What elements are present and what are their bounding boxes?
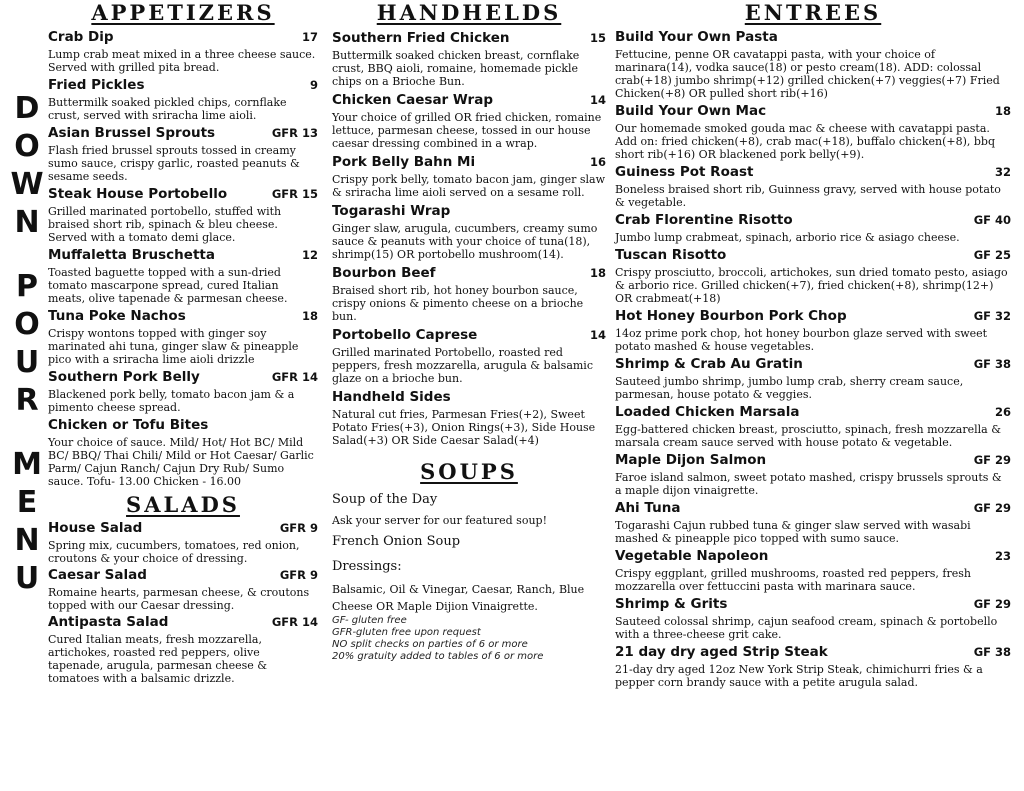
menu-item-description: Blackened pork belly, tomato bacon jam & a pimento cheese spread. [48, 388, 295, 414]
appetizers-heading: APPETIZERS [91, 0, 275, 25]
menu-item-description: Our homemade smoked gouda mac & cheese with cavatappi pasta. Add on: fried chicken(+8), crab mac(+18), buffalo chicken(+8), bbq short rib(+16) OR blackened pork belly(+9). [615, 122, 995, 161]
menu-item-description: Crispy prosciutto, broccoli, artichokes, sun dried tomato pesto, asiago & arborio rice. Grilled chicken(+7), fried chicken(+8), shrimp(12+) OR crabmeat(+18) [615, 266, 1008, 305]
menu-item-name: Tuscan Risotto [615, 247, 727, 263]
side-title-letter: U [14, 345, 40, 380]
menu-item-price: 26 [994, 405, 1011, 419]
salads-heading: SALADS [126, 492, 240, 517]
menu-item-name: 21 day dry aged Strip Steak [615, 644, 828, 660]
entrees-heading: ENTREES [744, 0, 882, 25]
menu-item-name: Shrimp & Grits [615, 596, 728, 612]
entrees-list [615, 29, 1011, 689]
salads-list [48, 520, 318, 685]
menu-item-description: 21-day dry aged 12oz New York Strip Steak, chimichurri fries & a pepper corn brandy sauce with a petite arugula salad. [615, 663, 983, 689]
menu-item-name: Loaded Chicken Marsala [615, 404, 800, 420]
menu-item [615, 29, 1011, 100]
menu-item-description: Egg-battered chicken breast, prosciutto, spinach, fresh mozzarella & marsala cream sauce served with house potato & vegetable. [615, 423, 1001, 449]
side-title-letter: N [14, 205, 40, 240]
french-onion-soup: French Onion Soup [332, 534, 461, 549]
menu-item [332, 265, 606, 323]
menu-item-price: GF 29 [973, 501, 1011, 515]
menu-item [615, 452, 1011, 497]
menu-item-name: Muffaletta Bruschetta [48, 247, 215, 263]
menu-item [48, 614, 318, 685]
menu-item [615, 548, 1011, 593]
menu-item-price: GF 29 [973, 597, 1011, 611]
menu-item-description: Sauteed colossal shrimp, cajun seafood cream, spinach & portobello with a three-cheese grit cake. [615, 615, 998, 641]
menu-item-name: Shrimp & Crab Au Gratin [615, 356, 803, 372]
menu-item-name: Southern Fried Chicken [332, 30, 510, 46]
menu-item-price: GFR 15 [271, 187, 318, 201]
menu-item-price: GF 32 [973, 309, 1011, 323]
menu-item-price: 18 [994, 104, 1011, 118]
menu-item-name: Handheld Sides [332, 389, 451, 405]
menu-item [615, 164, 1011, 209]
menu-item-name: Southern Pork Belly [48, 369, 200, 385]
menu-item [48, 29, 318, 74]
menu-item-price: 17 [301, 30, 318, 44]
menu-item [615, 212, 1011, 244]
menu-item-price: 9 [309, 78, 318, 92]
menu-item-name: Caesar Salad [48, 567, 147, 583]
menu-item-name: Tuna Poke Nachos [48, 308, 186, 324]
menu-item-name: Bourbon Beef [332, 265, 436, 281]
menu-item-description: Fettucine, penne OR cavatappi pasta, with your choice of marinara(14), vodka sauce(18) or pesto cream(18). ADD: colossal crab(+18) jumbo shrimp(+12) grilled chicken(+7) veggies(+7) Fried Chicken(+8) OR pulled short rib(+16) [615, 48, 1000, 100]
menu-item-description: Buttermilk soaked chicken breast, cornflake crust, BBQ aioli, romaine, homemade pickle chips on a Brioche Bun. [332, 49, 580, 88]
menu-item-price: GF 38 [973, 357, 1011, 371]
menu-item-price: GF 40 [973, 213, 1011, 227]
side-title-gap [10, 420, 44, 446]
appetizers-column [48, 0, 318, 685]
menu-item-description: Buttermilk soaked pickled chips, cornflake crust, served with sriracha lime aioli. [48, 96, 287, 122]
menu-item-name: Togarashi Wrap [332, 203, 451, 219]
menu-item-name: Build Your Own Pasta [615, 29, 778, 45]
menu-item-name: Ahi Tuna [615, 500, 681, 516]
menu-item-price: 14 [589, 328, 606, 342]
menu-item-description: Ginger slaw, arugula, cucumbers, creamy sumo sauce & peanuts with your choice of tuna(18), shrimp(15) OR portobello mushroom(14). [332, 222, 598, 261]
menu-item-name: Portobello Caprese [332, 327, 478, 343]
menu-item-description: Your choice of sauce. Mild/ Hot/ Hot BC/ Mild BC/ BBQ/ Thai Chili/ Mild or Hot Caesar/ Garlic Parm/ Cajun Ranch/ Cajun Dry Rub/ Sumo sauce. Tofu- 13.00 Chicken - 16.00 [48, 436, 314, 488]
menu-item-price: 16 [589, 155, 606, 169]
side-title-letter: O [14, 129, 40, 164]
notes-list [332, 615, 606, 663]
side-title-letter: O [14, 307, 40, 342]
menu-item-price: 32 [994, 165, 1011, 179]
menu-item-name: Chicken Caesar Wrap [332, 92, 493, 108]
soups-section [332, 491, 606, 663]
menu-item [615, 356, 1011, 401]
menu-item-name: House Salad [48, 520, 143, 536]
menu-item-price: GF 38 [973, 645, 1011, 659]
menu-item [48, 308, 318, 366]
side-title [10, 90, 44, 598]
handhelds-column [332, 0, 606, 663]
entrees-column [615, 0, 1011, 689]
menu-item [615, 404, 1011, 449]
handhelds-heading: HANDHELDS [376, 0, 562, 25]
menu-item-price: GFR 14 [271, 370, 318, 384]
menu-item [48, 186, 318, 244]
menu-item-name: Crab Florentine Risotto [615, 212, 793, 228]
menu-item-price: 14 [589, 93, 606, 107]
side-title-letter: W [10, 167, 44, 202]
menu-item-description: Jumbo lump crabmeat, spinach, arborio rice & asiago cheese. [615, 231, 960, 244]
menu-item [48, 567, 318, 612]
menu-item [48, 520, 318, 565]
menu-item [615, 103, 1011, 161]
menu-item-description: Romaine hearts, parmesan cheese, & croutons topped with our Caesar dressing. [48, 586, 310, 612]
menu-item-name: Guiness Pot Roast [615, 164, 754, 180]
menu-item-price: 12 [301, 248, 318, 262]
policy-note: 20% gratuity added to tables of 6 or more [332, 651, 544, 662]
side-title-letter: U [14, 561, 40, 596]
menu-item-price: GFR 9 [279, 521, 318, 535]
menu-item [48, 247, 318, 305]
side-title-letter: D [14, 91, 40, 126]
handhelds-list [332, 30, 606, 447]
menu-item-description: 14oz prime pork chop, hot honey bourbon glaze served with sweet potato mashed & house vegetables. [615, 327, 988, 353]
menu-item-price: GFR 14 [271, 615, 318, 629]
menu-item-name: Maple Dijon Salmon [615, 452, 767, 468]
soup-of-the-day: Soup of the Day [332, 492, 438, 507]
menu-item [615, 596, 1011, 641]
appetizers-list [48, 29, 318, 488]
menu-item [332, 327, 606, 385]
menu-item-name: Build Your Own Mac [615, 103, 767, 119]
menu-item [615, 308, 1011, 353]
menu-item-description: Natural cut fries, Parmesan Fries(+2), Sweet Potato Fries(+3), Onion Rings(+3), Side House Salad(+3) OR Side Caesar Salad(+4) [332, 408, 596, 447]
policy-note: GFR-gluten free upon request [332, 627, 481, 638]
menu-item-description: Your choice of grilled OR fried chicken, romaine lettuce, parmesan cheese, tossed in our house caesar dressing combined in a wrap. [332, 111, 602, 150]
menu-item-name: Crab Dip [48, 29, 114, 45]
menu-item [48, 77, 318, 122]
menu-item [332, 30, 606, 88]
menu-item-description: Toasted baguette topped with a sun-dried tomato mascarpone spread, cured Italian meats, olive tapenade & parmesan cheese. [48, 266, 288, 305]
menu-item-price: 18 [589, 266, 606, 280]
menu-item-description: Boneless braised short rib, Guinness gravy, served with house potato & vegetable. [615, 183, 1001, 209]
side-title-letter: P [16, 269, 38, 304]
menu-item-description: Faroe island salmon, sweet potato mashed, crispy brussels sprouts & a maple dijon vinaigrette. [615, 471, 1002, 497]
menu-item-price: GF 25 [973, 248, 1011, 262]
side-title-letter: E [16, 485, 38, 520]
menu-item-description: Braised short rib, hot honey bourbon sauce, crispy onions & pimento cheese on a brioche bun. [332, 284, 584, 323]
menu-item-description: Lump crab meat mixed in a three cheese sauce. Served with grilled pita bread. [48, 48, 316, 74]
menu-item-price: GFR 9 [279, 568, 318, 582]
menu-item [615, 500, 1011, 545]
menu-item-price: 18 [301, 309, 318, 323]
menu-item [332, 203, 606, 261]
menu-item-price: GFR 13 [271, 126, 318, 140]
menu-item-name: Pork Belly Bahn Mi [332, 154, 476, 170]
menu-item [48, 417, 318, 488]
menu-item [48, 125, 318, 183]
side-title-letter: N [14, 523, 40, 558]
menu-item [615, 644, 1011, 689]
menu-item-description: Grilled marinated portobello, stuffed with braised short rib, spinach & bleu cheese. Served with a tomato demi glace. [48, 205, 282, 244]
menu-item-name: Antipasta Salad [48, 614, 169, 630]
menu-item-description: Cured Italian meats, fresh mozzarella, artichokes, roasted red peppers, olive tapenade, arugula, parmesan cheese & tomatoes with a balsamic drizzle. [48, 633, 268, 685]
menu-item-description: Crispy wontons topped with ginger soy marinated ahi tuna, ginger slaw & pineapple pico with a sriracha lime aioli drizzle [48, 327, 299, 366]
menu-item-name: Fried Pickles [48, 77, 145, 93]
menu-item [48, 369, 318, 414]
menu-item-name: Chicken or Tofu Bites [48, 417, 209, 433]
menu-item-name: Vegetable Napoleon [615, 548, 769, 564]
side-title-letter: M [12, 447, 42, 482]
menu-item-description: Crispy pork belly, tomato bacon jam, ginger slaw & sriracha lime aioli served on a sesame roll. [332, 173, 606, 199]
menu-item-price: 23 [994, 549, 1011, 563]
menu-item-price: GF 29 [973, 453, 1011, 467]
menu-item-description: Crispy eggplant, grilled mushrooms, roasted red peppers, fresh mozzarella over fettuccini pasta with marinara sauce. [615, 567, 971, 593]
side-title-letter: R [15, 383, 39, 418]
menu-item-description: Sauteed jumbo shrimp, jumbo lump crab, sherry cream sauce, parmesan, house potato & veggies. [615, 375, 964, 401]
menu-item-description: Togarashi Cajun rubbed tuna & ginger slaw served with wasabi mashed & pineapple pico topped with sumo sauce. [615, 519, 971, 545]
menu-item [332, 154, 606, 199]
dressings-list: Balsamic, Oil & Vinegar, Caesar, Ranch, Blue Cheese OR Maple Dijion Vinaigrette. [332, 583, 585, 613]
policy-note: GF- gluten free [332, 615, 407, 626]
menu-item-name: Hot Honey Bourbon Pork Chop [615, 308, 847, 324]
dressings-label: Dressings: [332, 559, 402, 574]
menu-item-name: Asian Brussel Sprouts [48, 125, 216, 141]
menu-item-description: Spring mix, cucumbers, tomatoes, red onion, croutons & your choice of dressing. [48, 539, 300, 565]
side-title-gap [10, 242, 44, 268]
menu-item-description: Grilled marinated Portobello, roasted red peppers, fresh mozzarella, arugula & balsamic glaze on a brioche bun. [332, 346, 593, 385]
soups-heading: SOUPS [420, 459, 518, 484]
menu-item [615, 247, 1011, 305]
policy-note: NO split checks on parties of 6 or more [332, 639, 528, 650]
menu-item-name: Steak House Portobello [48, 186, 228, 202]
soup-ask-server: Ask your server for our featured soup! [332, 514, 547, 527]
menu-item-description: Flash fried brussel sprouts tossed in creamy sumo sauce, crispy garlic, roasted peanuts & sesame seeds. [48, 144, 300, 183]
menu-item [332, 92, 606, 150]
menu-item-price: 15 [589, 31, 606, 45]
menu-item [332, 389, 606, 447]
